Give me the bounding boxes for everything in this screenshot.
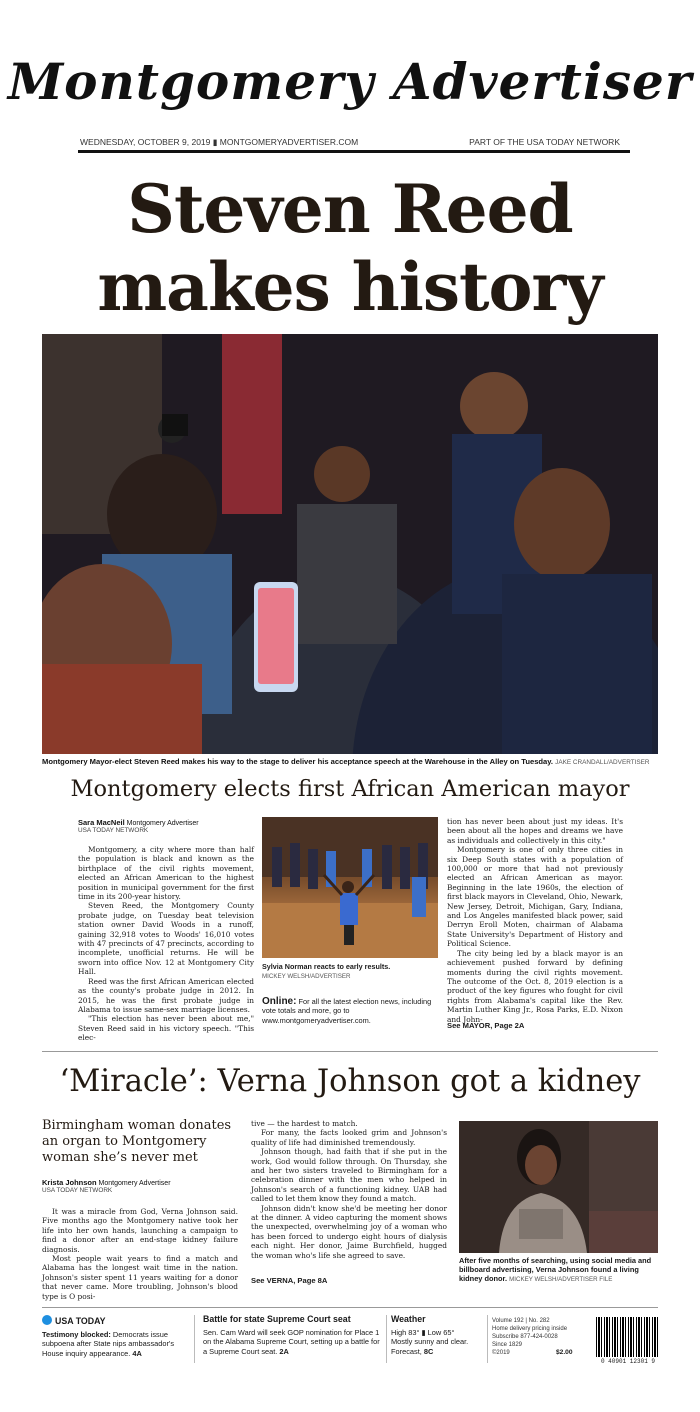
volume-pricing: Home delivery pricing inside [492,1326,568,1332]
story1-col1-p3: Reed was the first African American elected as the county's probate judge in 2012. In 2015, he was the first probate judge in Alabama to issue same-sex marriage licenses. [78,976,254,1014]
story1-byline [78,818,258,834]
story1-author-org: Montgomery Advertiser [126,820,199,827]
story1-author: Sara MacNeil [78,818,125,827]
footer-divider [487,1315,488,1363]
footer-rule [42,1307,658,1308]
price: $2.00 [556,1349,573,1356]
story2-network: USA TODAY NETWORK [42,1187,113,1194]
story1-jump-link[interactable]: See MAYOR, Page 2A [447,1021,525,1030]
usa-today-page: 4A [132,1348,142,1358]
story2-author: Krista Johnson [42,1178,97,1187]
story2-deck: Birmingham woman donates an organ to Montgomery woman she’s never met [42,1118,232,1165]
story1-network: USA TODAY NETWORK [78,827,149,834]
masthead-rule [78,150,630,153]
masthead-title: Montgomery Advertiser [7,52,693,111]
story1-col3-p1: tion has never been about just my ideas. It's been about all the hopes and dreams we have as individuals and collectively in this city." [447,817,623,845]
story2-column-1 [42,1207,238,1301]
story2-column-2 [251,1119,447,1260]
lead-headline [0,170,700,326]
story2-headline[interactable]: ‘Miracle’: Verna Johnson got a kidney [59,1064,641,1099]
online-label: Online: [262,996,297,1007]
story2-col1-p1: It was a miracle from God, Verna Johnson said. Five months ago the Montgomery native took her life into her own hands, launching a campaign to find a donor after an end-stage kidney failure diagnosis. [42,1207,238,1254]
story1-column-3 [447,817,623,1024]
story2-photo [459,1121,658,1253]
story2-jump-link[interactable]: See VERNA, Page 8A [251,1276,328,1285]
story1-column-1 [78,845,254,1043]
barcode-number: 0 40901 12301 9 [600,1358,655,1365]
story2-col2-p1: tive — the hardest to match. [251,1119,358,1128]
lead-headline-line-2: makes history [97,248,603,326]
section-rule [42,1051,658,1052]
volume-copyright: ©2019 [492,1350,510,1356]
story1-photo-caption [262,962,442,980]
online-text[interactable]: For all the latest election news, including vote totals and more, go to www.montgomeryadvertiser.com. [262,997,432,1025]
weather-low: Low 65° [427,1327,455,1337]
volume-since: Since 1829 [492,1342,523,1348]
story2-photo-caption-text: After five months of searching, using social media and billboard advertising, Verna Johnson found a living kidney donor. [459,1256,652,1284]
footer-weather[interactable]: Weather High 83° ▮ Low 65° Mostly sunny and clear. Forecast, 8C [391,1315,485,1356]
dateline-date: WEDNESDAY, OCTOBER 9, 2019 ▮ MONTGOMERYADVERTISER.COM [80,137,359,147]
lead-photo-image [42,334,658,754]
lead-photo-credit: JAKE CRANDALL/ADVERTISER [555,759,650,766]
story1-col1-p1: Montgomery, a city where more than half the population is black and known as the birthplace of the civil rights movement, elected an African American to the highest position in municipal government for the first time in its 200-year history. [78,845,254,902]
usa-today-lead: Testimony blocked: [42,1329,111,1339]
weather-page: 8C [423,1346,434,1356]
story1-photo [262,817,438,958]
story2-col2-p3: Johnson though, had faith that if she put in the work, God would follow through. On Thursday, she and her two sisters traveled to Birmingham for a celebration dinner with the men who helped in Johnson's search of a functioning kidney. UAB had called to let them know they found a match. [251,1147,447,1204]
footer-divider [194,1315,195,1363]
footer-divider [386,1315,387,1363]
lead-photo-caption [42,757,662,766]
story1-headline[interactable]: Montgomery elects first African American mayor [70,776,630,802]
usa-today-dot-icon [42,1315,52,1325]
story2-photo-image [459,1121,658,1253]
footer-court[interactable] [203,1315,383,1356]
online-promo[interactable] [262,997,442,1025]
story1-photo-image [262,817,438,958]
story2-byline [42,1178,238,1194]
story2-photo-credit: MICKEY WELSH/ADVERTISER FILE [509,1276,613,1284]
story1-col3-p2: Montgomery is one of only three cities in six Deep South states with a population of 100,000 or more that had not previously elected an African American as mayor. Beginning in the late 1960s, the election of first black mayors in Cleveland, Ohio, Newark, New Jersey, Detroit, Michigan, Gary, Indiana, and Los Angeles manifested black power, said Derryn Eroll Moten, chairman of Alabama State University's Department of History and Political Science. [447,845,623,949]
usa-today-title: USA TODAY [55,1316,106,1326]
story1-col3-p3: The city being led by a black mayor is an achievement pushed forward by defining moments during the civil rights movement. The outcome of the Oct. 8, 2019 election is a product of the key figures who fought for civil rights from Alabama's capital like the Rev. Martin Luther King Jr., Rosa Parks, E.D. Nixon and John- [447,948,623,1024]
story2-author-org: Montgomery Advertiser [98,1180,171,1187]
volume-number: Volume 192 | No. 282 [492,1318,550,1324]
court-page: 2A [279,1346,289,1356]
story2-col1-p2: Most people wait years to find a match and Alabama has the longest wait time in the nation. Johnson's sister spent 11 years waiting for a donor that never came. More troubling, Johnson's blood type is O posi- [42,1254,238,1301]
barcode-icon [596,1317,658,1357]
story2-photo-caption [459,1256,664,1285]
lead-photo [42,334,658,754]
court-text: Sen. Cam Ward will seek GOP nomination for Place 1 on the Alabama Supreme Court, setting up a battle for a Supreme Court seat. [203,1327,380,1356]
volume-subscribe: Subscribe 877-424-0028 [492,1334,558,1340]
story1-photo-caption-text: Sylvia Norman reacts to early results. [262,962,391,971]
story2-col2-p2: For many, the facts looked grim and Johnson's quality of life had diminished tremendously. [251,1128,447,1147]
lead-photo-caption-text: Montgomery Mayor-elect Steven Reed makes his way to the stage to deliver his acceptance speech at the Warehouse in the Alley on Tuesday. [42,757,554,766]
story1-col1-p2: Steven Reed, the Montgomery County probate judge, on Tuesday beat television station owner David Woods in a runoff, gaining 32,918 votes to Woods' 16,010 votes with 47 precincts of 47 precincts, according to incomplete, unofficial returns. He will be sworn into office Nov. 12 at Montgomery City Hall. [78,901,254,977]
footer-usa-today[interactable] [42,1315,190,1358]
court-title: Battle for state Supreme Court seat [203,1314,351,1324]
lead-headline-line-1: Steven Reed [127,170,573,248]
story1-photo-credit: MICKEY WELSH/ADVERTISER [262,973,351,980]
dateline-network: PART OF THE USA TODAY NETWORK [469,137,620,147]
story1-col1-p4: "This election has never been about me," Steven Reed said in his victory speech. "This elec- [78,1014,254,1043]
weather-text: Mostly sunny and clear. Forecast, [391,1337,469,1356]
usa-today-text: Democrats issue subpoena after State nips ambassador's House inquiry appearance. [42,1329,175,1358]
weather-title: Weather [391,1314,426,1324]
weather-high: High 83° [391,1327,420,1337]
story2-col2-p4: Johnson didn't know she'd be meeting her donor at the dinner. A video capturing the moment shows the unexpected, overwhelming joy of a woman who has been forced to undergo eight hours of dialysis each night. Her donor, Jaime Burchfield, hugged the woman who's life she agreed to save. [251,1203,447,1260]
